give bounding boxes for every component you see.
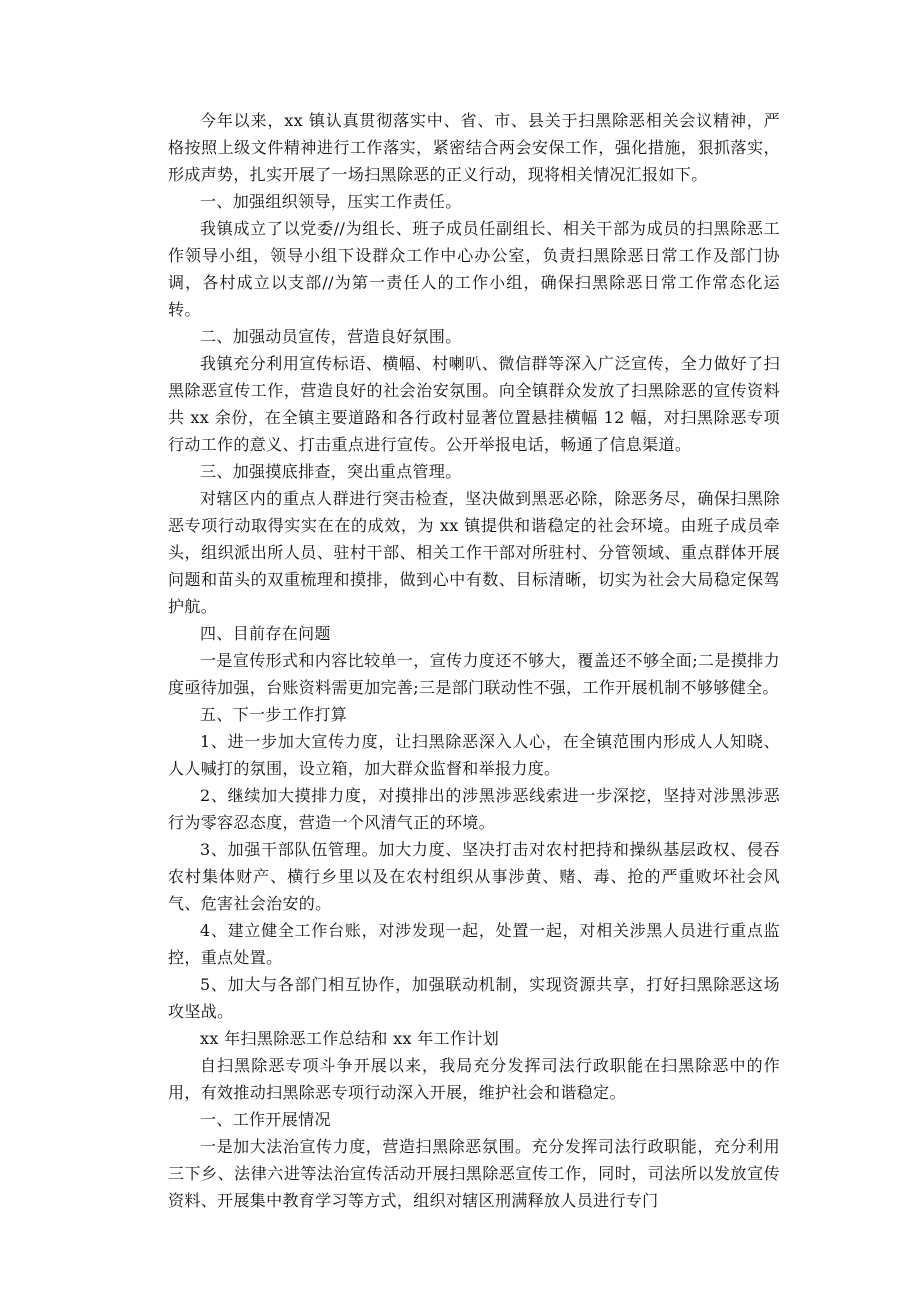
plan-item-1: 1、进一步加大宣传力度，让扫黑除恶深入人心，在全镇范围内形成人人知晓、人人喊打的氛围，设立箱，加大群众监督和举报力度。 — [168, 732, 780, 778]
plan-item-3: 3、加强干部队伍管理。加大力度、坚决打击对农村把持和操纵基层政权、侵吞农村集体财产、横行乡里以及在农村组织从事涉黄、赌、毒、抢的严重败坏社会风气、危害社会治安的。 — [168, 840, 780, 913]
body-paragraph: 一是加大法治宣传力度，营造扫黑除恶氛围。充分发挥司法行政职能，充分利用三下乡、法律六进等法治宣传活动开展扫黑除恶宣传工作，同时，司法所以发放宣传资料、开展集中教育学习等方式，组织对辖区刑满释放人员进行专门 — [168, 1137, 780, 1210]
section-heading-6: 一、工作开展情况 — [200, 1110, 331, 1129]
body-paragraph: 自扫黑除恶专项斗争开展以来，我局充分发挥司法行政职能在扫黑除恶中的作用，有效推动扫黑除恶专项行动深入开展，维护社会和谐稳定。 — [168, 1056, 780, 1102]
document-body — [168, 107, 780, 1214]
section-heading-2: 二、加强动员宣传，营造良好氛围。 — [200, 327, 462, 346]
plan-item-5: 5、加大与各部门相互协作，加强联动机制，实现资源共享，打好扫黑除恶这场攻坚战。 — [168, 975, 780, 1021]
section-heading-3: 三、加强摸底排查，突出重点管理。 — [200, 462, 462, 481]
plan-item-4: 4、建立健全工作台账，对涉发现一起，处置一起，对相关涉黑人员进行重点监控，重点处置。 — [168, 921, 780, 967]
body-paragraph: 一是宣传形式和内容比较单一，宣传力度还不够大，覆盖还不够全面;二是摸排力度亟待加强，台账资料需更加完善;三是部门联动性不强，工作开展机制不够够健全。 — [168, 651, 780, 697]
second-document-title: xx 年扫黑除恶工作总结和 xx 年工作计划 — [200, 1029, 500, 1048]
body-paragraph: 我镇成立了以党委//为组长、班子成员任副组长、相关干部为成员的扫黑除恶工作领导小组，领导小组下设群众工作中心办公室，负责扫黑除恶日常工作及部门协调，各村成立以支部//为第一责任人的工作小组，确保扫黑除恶日常工作常态化运转。 — [168, 219, 780, 319]
intro-paragraph: 今年以来，xx 镇认真贯彻落实中、省、市、县关于扫黑除恶相关会议精神，严格按照上级文件精神进行工作落实，紧密结合两会安保工作，强化措施，狠抓落实，形成声势，扎实开展了一场扫黑除恶的正义行动，现将相关情况汇报如下。 — [168, 111, 780, 184]
body-paragraph: 对辖区内的重点人群进行突击检查，坚决做到黑恶必除，除恶务尽，确保扫黑除恶专项行动取得实实在在的成效，为 xx 镇提供和谐稳定的社会环境。由班子成员牵头，组织派出所人员、驻村干部、相关工作干部对所驻村、分管领域、重点群体开展问题和苗头的双重梳理和摸排，做到心中有数、目标清晰，切实为社会大局稳定保驾护航。 — [168, 489, 780, 616]
plan-item-2: 2、继续加大摸排力度，对摸排出的涉黑涉恶线索进一步深挖，坚持对涉黑涉恶行为零容忍态度，营造一个风清气正的环境。 — [168, 786, 780, 832]
section-heading-4: 四、目前存在问题 — [200, 624, 331, 643]
section-heading-5: 五、下一步工作打算 — [200, 705, 348, 724]
body-paragraph: 我镇充分利用宣传标语、横幅、村喇叭、微信群等深入广泛宣传，全力做好了扫黑除恶宣传工作，营造良好的社会治安氛围。向全镇群众发放了扫黑除恶的宣传资料共 xx 余份，在全镇主要道路和各行政村显著位置悬挂横幅 12 幅，对扫黑除恶专项行动工作的意义、打击重点进行宣传。公开举报电话，畅通了信息渠道。 — [168, 354, 780, 454]
section-heading-1: 一、加强组织领导，压实工作责任。 — [200, 192, 462, 211]
